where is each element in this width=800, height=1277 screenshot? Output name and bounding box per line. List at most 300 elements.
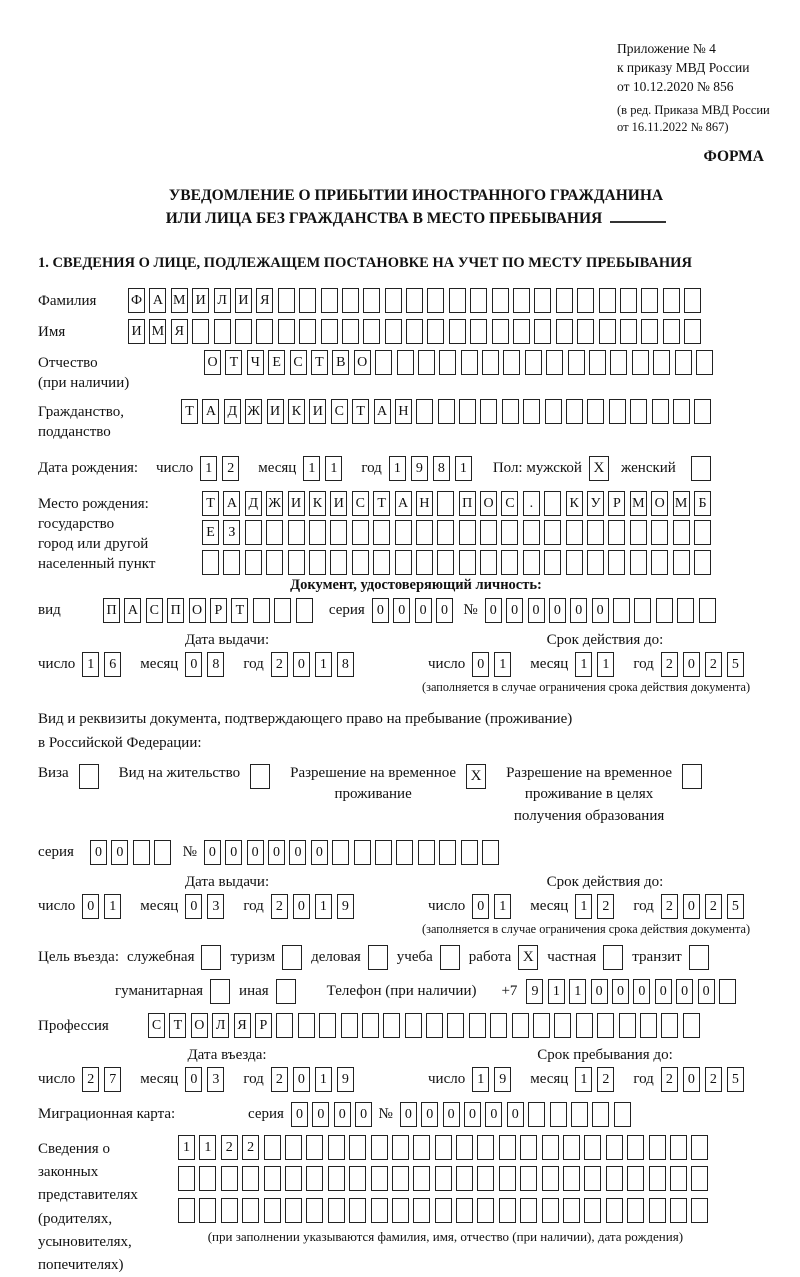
char-cell[interactable] bbox=[438, 399, 455, 424]
char-cell[interactable] bbox=[385, 288, 402, 313]
char-cell[interactable] bbox=[221, 1166, 238, 1191]
char-cell[interactable]: О bbox=[191, 1013, 208, 1038]
char-cell[interactable]: 2 bbox=[661, 894, 678, 919]
char-cell[interactable]: 0 bbox=[312, 1102, 329, 1127]
work-checkbox[interactable]: X bbox=[518, 945, 538, 970]
char-cell[interactable]: 0 bbox=[655, 979, 672, 1004]
char-cell[interactable] bbox=[513, 319, 530, 344]
char-cell[interactable] bbox=[691, 1135, 708, 1160]
char-cell[interactable]: М bbox=[149, 319, 166, 344]
char-cell[interactable]: О bbox=[354, 350, 371, 375]
char-cell[interactable] bbox=[653, 350, 670, 375]
visa-checkbox[interactable] bbox=[79, 764, 99, 789]
char-cell[interactable] bbox=[640, 1013, 657, 1038]
char-cell[interactable] bbox=[571, 1102, 588, 1127]
char-cell[interactable] bbox=[501, 550, 518, 575]
char-cell[interactable] bbox=[546, 350, 563, 375]
char-cell[interactable] bbox=[264, 1135, 281, 1160]
char-cell[interactable]: Р bbox=[210, 598, 227, 623]
char-cell[interactable] bbox=[306, 1166, 323, 1191]
char-cell[interactable]: 2 bbox=[705, 1067, 722, 1092]
char-cell[interactable] bbox=[542, 1135, 559, 1160]
char-cell[interactable]: 1 bbox=[178, 1135, 195, 1160]
char-cell[interactable]: Ж bbox=[245, 399, 262, 424]
char-cell[interactable]: 2 bbox=[661, 652, 678, 677]
char-cell[interactable]: 0 bbox=[225, 840, 242, 865]
char-cell[interactable] bbox=[405, 1013, 422, 1038]
char-cell[interactable] bbox=[328, 1135, 345, 1160]
char-cell[interactable] bbox=[371, 1166, 388, 1191]
char-cell[interactable] bbox=[652, 399, 669, 424]
char-cell[interactable] bbox=[502, 399, 519, 424]
char-cell[interactable] bbox=[264, 1166, 281, 1191]
char-cell[interactable] bbox=[614, 1102, 631, 1127]
char-cell[interactable]: З bbox=[223, 520, 240, 545]
char-cell[interactable] bbox=[699, 598, 716, 623]
char-cell[interactable] bbox=[566, 399, 583, 424]
char-cell[interactable]: 0 bbox=[472, 652, 489, 677]
char-cell[interactable] bbox=[620, 288, 637, 313]
char-cell[interactable]: Т bbox=[373, 491, 390, 516]
char-cell[interactable] bbox=[584, 1135, 601, 1160]
char-cell[interactable] bbox=[627, 1166, 644, 1191]
char-cell[interactable]: М bbox=[630, 491, 647, 516]
char-cell[interactable] bbox=[480, 550, 497, 575]
char-cell[interactable] bbox=[589, 350, 606, 375]
char-cell[interactable] bbox=[556, 319, 573, 344]
char-cell[interactable] bbox=[634, 598, 651, 623]
char-cell[interactable] bbox=[427, 288, 444, 313]
business-checkbox[interactable] bbox=[368, 945, 388, 970]
char-cell[interactable]: Я bbox=[256, 288, 273, 313]
tourism-checkbox[interactable] bbox=[282, 945, 302, 970]
char-cell[interactable]: 7 bbox=[104, 1067, 121, 1092]
char-cell[interactable]: 1 bbox=[315, 894, 332, 919]
char-cell[interactable]: 0 bbox=[683, 894, 700, 919]
char-cell[interactable]: Ч bbox=[247, 350, 264, 375]
char-cell[interactable] bbox=[435, 1166, 452, 1191]
char-cell[interactable]: Б bbox=[694, 491, 711, 516]
char-cell[interactable]: 1 bbox=[200, 456, 217, 481]
char-cell[interactable]: 0 bbox=[676, 979, 693, 1004]
char-cell[interactable] bbox=[342, 319, 359, 344]
char-cell[interactable] bbox=[613, 598, 630, 623]
char-cell[interactable] bbox=[309, 550, 326, 575]
char-cell[interactable]: 0 bbox=[311, 840, 328, 865]
char-cell[interactable]: К bbox=[566, 491, 583, 516]
char-cell[interactable]: 0 bbox=[443, 1102, 460, 1127]
char-cell[interactable] bbox=[482, 350, 499, 375]
char-cell[interactable] bbox=[330, 550, 347, 575]
char-cell[interactable] bbox=[278, 319, 295, 344]
char-cell[interactable] bbox=[253, 598, 270, 623]
char-cell[interactable] bbox=[545, 399, 562, 424]
char-cell[interactable]: 1 bbox=[575, 1067, 592, 1092]
char-cell[interactable] bbox=[661, 1013, 678, 1038]
char-cell[interactable]: 2 bbox=[705, 894, 722, 919]
char-cell[interactable] bbox=[285, 1166, 302, 1191]
char-cell[interactable]: . bbox=[523, 491, 540, 516]
char-cell[interactable]: 0 bbox=[334, 1102, 351, 1127]
char-cell[interactable]: 0 bbox=[592, 598, 609, 623]
char-cell[interactable]: 2 bbox=[271, 894, 288, 919]
char-cell[interactable]: 1 bbox=[325, 456, 342, 481]
char-cell[interactable] bbox=[627, 1198, 644, 1223]
char-cell[interactable] bbox=[651, 520, 668, 545]
char-cell[interactable]: 2 bbox=[82, 1067, 99, 1092]
char-cell[interactable] bbox=[599, 319, 616, 344]
char-cell[interactable]: 0 bbox=[485, 1102, 502, 1127]
char-cell[interactable] bbox=[587, 550, 604, 575]
char-cell[interactable] bbox=[256, 319, 273, 344]
char-cell[interactable]: И bbox=[288, 491, 305, 516]
char-cell[interactable] bbox=[178, 1198, 195, 1223]
char-cell[interactable] bbox=[133, 840, 150, 865]
char-cell[interactable]: Т bbox=[225, 350, 242, 375]
char-cell[interactable]: 2 bbox=[271, 652, 288, 677]
char-cell[interactable]: 1 bbox=[575, 894, 592, 919]
char-cell[interactable] bbox=[544, 520, 561, 545]
char-cell[interactable] bbox=[469, 1013, 486, 1038]
char-cell[interactable]: Л bbox=[214, 288, 231, 313]
char-cell[interactable]: 0 bbox=[355, 1102, 372, 1127]
char-cell[interactable] bbox=[223, 550, 240, 575]
char-cell[interactable] bbox=[383, 1013, 400, 1038]
char-cell[interactable] bbox=[673, 520, 690, 545]
char-cell[interactable]: 0 bbox=[612, 979, 629, 1004]
char-cell[interactable]: С bbox=[501, 491, 518, 516]
char-cell[interactable] bbox=[592, 1102, 609, 1127]
char-cell[interactable] bbox=[691, 1198, 708, 1223]
study-checkbox[interactable] bbox=[440, 945, 460, 970]
char-cell[interactable] bbox=[266, 520, 283, 545]
char-cell[interactable] bbox=[439, 350, 456, 375]
char-cell[interactable] bbox=[630, 550, 647, 575]
char-cell[interactable] bbox=[437, 491, 454, 516]
char-cell[interactable] bbox=[349, 1135, 366, 1160]
char-cell[interactable] bbox=[649, 1135, 666, 1160]
char-cell[interactable]: 5 bbox=[727, 894, 744, 919]
char-cell[interactable]: А bbox=[395, 491, 412, 516]
char-cell[interactable]: 0 bbox=[289, 840, 306, 865]
char-cell[interactable]: 0 bbox=[472, 894, 489, 919]
char-cell[interactable] bbox=[459, 399, 476, 424]
char-cell[interactable] bbox=[520, 1166, 537, 1191]
char-cell[interactable] bbox=[178, 1166, 195, 1191]
char-cell[interactable] bbox=[202, 550, 219, 575]
char-cell[interactable] bbox=[330, 520, 347, 545]
char-cell[interactable] bbox=[719, 979, 736, 1004]
char-cell[interactable]: Т bbox=[352, 399, 369, 424]
char-cell[interactable]: 0 bbox=[400, 1102, 417, 1127]
char-cell[interactable] bbox=[627, 1135, 644, 1160]
other-checkbox[interactable] bbox=[276, 979, 296, 1004]
char-cell[interactable]: 0 bbox=[185, 1067, 202, 1092]
char-cell[interactable] bbox=[513, 288, 530, 313]
char-cell[interactable] bbox=[363, 288, 380, 313]
char-cell[interactable] bbox=[599, 288, 616, 313]
char-cell[interactable]: 9 bbox=[337, 1067, 354, 1092]
official-checkbox[interactable] bbox=[201, 945, 221, 970]
char-cell[interactable]: 0 bbox=[204, 840, 221, 865]
char-cell[interactable] bbox=[406, 288, 423, 313]
char-cell[interactable] bbox=[427, 319, 444, 344]
char-cell[interactable]: Я bbox=[234, 1013, 251, 1038]
char-cell[interactable] bbox=[649, 1198, 666, 1223]
char-cell[interactable]: 2 bbox=[242, 1135, 259, 1160]
char-cell[interactable]: Т bbox=[311, 350, 328, 375]
char-cell[interactable] bbox=[470, 288, 487, 313]
char-cell[interactable] bbox=[675, 350, 692, 375]
char-cell[interactable]: 1 bbox=[315, 1067, 332, 1092]
char-cell[interactable] bbox=[563, 1135, 580, 1160]
char-cell[interactable]: 1 bbox=[575, 652, 592, 677]
char-cell[interactable] bbox=[199, 1166, 216, 1191]
char-cell[interactable]: Д bbox=[245, 491, 262, 516]
char-cell[interactable]: 0 bbox=[293, 894, 310, 919]
char-cell[interactable] bbox=[456, 1166, 473, 1191]
char-cell[interactable]: 1 bbox=[389, 456, 406, 481]
char-cell[interactable]: 8 bbox=[337, 652, 354, 677]
char-cell[interactable] bbox=[461, 350, 478, 375]
char-cell[interactable]: 0 bbox=[464, 1102, 481, 1127]
char-cell[interactable]: 0 bbox=[372, 598, 389, 623]
char-cell[interactable]: М bbox=[171, 288, 188, 313]
char-cell[interactable] bbox=[309, 520, 326, 545]
char-cell[interactable] bbox=[641, 319, 658, 344]
char-cell[interactable]: 8 bbox=[207, 652, 224, 677]
char-cell[interactable] bbox=[656, 598, 673, 623]
char-cell[interactable]: Т bbox=[231, 598, 248, 623]
char-cell[interactable]: 0 bbox=[415, 598, 432, 623]
char-cell[interactable]: 6 bbox=[104, 652, 121, 677]
char-cell[interactable] bbox=[477, 1166, 494, 1191]
char-cell[interactable] bbox=[456, 1135, 473, 1160]
char-cell[interactable] bbox=[641, 288, 658, 313]
char-cell[interactable] bbox=[341, 1013, 358, 1038]
char-cell[interactable]: Е bbox=[268, 350, 285, 375]
char-cell[interactable] bbox=[670, 1198, 687, 1223]
char-cell[interactable]: А bbox=[149, 288, 166, 313]
char-cell[interactable]: 1 bbox=[569, 979, 586, 1004]
char-cell[interactable]: 1 bbox=[303, 456, 320, 481]
char-cell[interactable] bbox=[395, 550, 412, 575]
char-cell[interactable]: 2 bbox=[661, 1067, 678, 1092]
char-cell[interactable]: И bbox=[235, 288, 252, 313]
char-cell[interactable] bbox=[542, 1198, 559, 1223]
char-cell[interactable] bbox=[566, 550, 583, 575]
char-cell[interactable]: О bbox=[651, 491, 668, 516]
transit-checkbox[interactable] bbox=[689, 945, 709, 970]
char-cell[interactable] bbox=[490, 1013, 507, 1038]
char-cell[interactable]: 3 bbox=[207, 894, 224, 919]
char-cell[interactable]: Н bbox=[395, 399, 412, 424]
char-cell[interactable] bbox=[371, 1198, 388, 1223]
char-cell[interactable] bbox=[328, 1198, 345, 1223]
char-cell[interactable] bbox=[520, 1198, 537, 1223]
char-cell[interactable] bbox=[299, 319, 316, 344]
char-cell[interactable] bbox=[397, 350, 414, 375]
char-cell[interactable] bbox=[566, 520, 583, 545]
char-cell[interactable] bbox=[456, 1198, 473, 1223]
char-cell[interactable] bbox=[242, 1166, 259, 1191]
char-cell[interactable] bbox=[684, 319, 701, 344]
char-cell[interactable]: 5 bbox=[727, 652, 744, 677]
char-cell[interactable]: И bbox=[330, 491, 347, 516]
char-cell[interactable] bbox=[673, 399, 690, 424]
char-cell[interactable] bbox=[416, 550, 433, 575]
char-cell[interactable] bbox=[499, 1135, 516, 1160]
char-cell[interactable] bbox=[523, 550, 540, 575]
char-cell[interactable] bbox=[447, 1013, 464, 1038]
char-cell[interactable] bbox=[694, 399, 711, 424]
char-cell[interactable] bbox=[342, 288, 359, 313]
char-cell[interactable] bbox=[694, 550, 711, 575]
char-cell[interactable] bbox=[477, 1198, 494, 1223]
char-cell[interactable]: У bbox=[587, 491, 604, 516]
char-cell[interactable]: 0 bbox=[683, 652, 700, 677]
char-cell[interactable] bbox=[534, 288, 551, 313]
char-cell[interactable]: Е bbox=[202, 520, 219, 545]
char-cell[interactable] bbox=[556, 288, 573, 313]
char-cell[interactable]: 1 bbox=[82, 652, 99, 677]
char-cell[interactable]: 0 bbox=[185, 652, 202, 677]
sex-female-checkbox[interactable] bbox=[691, 456, 711, 481]
char-cell[interactable] bbox=[214, 319, 231, 344]
char-cell[interactable] bbox=[375, 840, 392, 865]
char-cell[interactable] bbox=[319, 1013, 336, 1038]
char-cell[interactable] bbox=[608, 520, 625, 545]
char-cell[interactable] bbox=[362, 1013, 379, 1038]
char-cell[interactable]: 0 bbox=[293, 1067, 310, 1092]
char-cell[interactable] bbox=[352, 520, 369, 545]
char-cell[interactable] bbox=[235, 319, 252, 344]
char-cell[interactable] bbox=[449, 288, 466, 313]
char-cell[interactable]: 1 bbox=[455, 456, 472, 481]
char-cell[interactable] bbox=[199, 1198, 216, 1223]
char-cell[interactable]: 3 bbox=[207, 1067, 224, 1092]
private-checkbox[interactable] bbox=[603, 945, 623, 970]
char-cell[interactable]: И bbox=[192, 288, 209, 313]
humanitarian-checkbox[interactable] bbox=[210, 979, 230, 1004]
char-cell[interactable] bbox=[608, 550, 625, 575]
char-cell[interactable]: 2 bbox=[222, 456, 239, 481]
char-cell[interactable]: Р bbox=[255, 1013, 272, 1038]
char-cell[interactable] bbox=[371, 1135, 388, 1160]
temporary-residence-education-checkbox[interactable] bbox=[682, 764, 702, 789]
temporary-residence-permit-checkbox[interactable]: X bbox=[466, 764, 486, 789]
char-cell[interactable]: 0 bbox=[421, 1102, 438, 1127]
char-cell[interactable] bbox=[470, 319, 487, 344]
char-cell[interactable] bbox=[385, 319, 402, 344]
char-cell[interactable] bbox=[321, 319, 338, 344]
char-cell[interactable]: Р bbox=[608, 491, 625, 516]
char-cell[interactable] bbox=[321, 288, 338, 313]
char-cell[interactable]: Т bbox=[181, 399, 198, 424]
char-cell[interactable] bbox=[480, 399, 497, 424]
char-cell[interactable]: 1 bbox=[199, 1135, 216, 1160]
char-cell[interactable] bbox=[299, 288, 316, 313]
char-cell[interactable] bbox=[663, 319, 680, 344]
char-cell[interactable]: 1 bbox=[104, 894, 121, 919]
char-cell[interactable]: С bbox=[148, 1013, 165, 1038]
char-cell[interactable] bbox=[492, 288, 509, 313]
char-cell[interactable]: А bbox=[124, 598, 141, 623]
char-cell[interactable]: 8 bbox=[433, 456, 450, 481]
char-cell[interactable] bbox=[606, 1135, 623, 1160]
char-cell[interactable] bbox=[278, 288, 295, 313]
char-cell[interactable] bbox=[459, 520, 476, 545]
char-cell[interactable] bbox=[630, 520, 647, 545]
char-cell[interactable]: 2 bbox=[271, 1067, 288, 1092]
char-cell[interactable] bbox=[192, 319, 209, 344]
char-cell[interactable]: 0 bbox=[698, 979, 715, 1004]
char-cell[interactable] bbox=[663, 288, 680, 313]
char-cell[interactable] bbox=[392, 1166, 409, 1191]
char-cell[interactable] bbox=[426, 1013, 443, 1038]
char-cell[interactable]: 9 bbox=[526, 979, 543, 1004]
char-cell[interactable] bbox=[684, 288, 701, 313]
char-cell[interactable] bbox=[332, 840, 349, 865]
char-cell[interactable] bbox=[373, 520, 390, 545]
char-cell[interactable] bbox=[610, 350, 627, 375]
char-cell[interactable]: 0 bbox=[633, 979, 650, 1004]
char-cell[interactable]: И bbox=[128, 319, 145, 344]
char-cell[interactable]: П bbox=[459, 491, 476, 516]
char-cell[interactable] bbox=[609, 399, 626, 424]
char-cell[interactable]: 0 bbox=[268, 840, 285, 865]
char-cell[interactable] bbox=[544, 491, 561, 516]
char-cell[interactable] bbox=[651, 550, 668, 575]
char-cell[interactable] bbox=[533, 1013, 550, 1038]
char-cell[interactable] bbox=[298, 1013, 315, 1038]
char-cell[interactable]: К bbox=[309, 491, 326, 516]
char-cell[interactable] bbox=[606, 1198, 623, 1223]
char-cell[interactable] bbox=[597, 1013, 614, 1038]
char-cell[interactable] bbox=[584, 1198, 601, 1223]
char-cell[interactable] bbox=[501, 520, 518, 545]
char-cell[interactable] bbox=[439, 840, 456, 865]
char-cell[interactable] bbox=[523, 399, 540, 424]
char-cell[interactable] bbox=[363, 319, 380, 344]
char-cell[interactable] bbox=[534, 319, 551, 344]
char-cell[interactable]: П bbox=[167, 598, 184, 623]
char-cell[interactable] bbox=[550, 1102, 567, 1127]
char-cell[interactable]: 0 bbox=[485, 598, 502, 623]
char-cell[interactable]: О bbox=[189, 598, 206, 623]
char-cell[interactable] bbox=[354, 840, 371, 865]
char-cell[interactable]: В bbox=[332, 350, 349, 375]
char-cell[interactable] bbox=[694, 520, 711, 545]
char-cell[interactable] bbox=[587, 520, 604, 545]
char-cell[interactable]: 0 bbox=[393, 598, 410, 623]
char-cell[interactable]: Л bbox=[212, 1013, 229, 1038]
char-cell[interactable] bbox=[288, 550, 305, 575]
char-cell[interactable] bbox=[544, 550, 561, 575]
char-cell[interactable] bbox=[632, 350, 649, 375]
char-cell[interactable]: 9 bbox=[337, 894, 354, 919]
char-cell[interactable] bbox=[406, 319, 423, 344]
char-cell[interactable] bbox=[542, 1166, 559, 1191]
char-cell[interactable]: 9 bbox=[411, 456, 428, 481]
char-cell[interactable] bbox=[373, 550, 390, 575]
char-cell[interactable] bbox=[673, 550, 690, 575]
char-cell[interactable] bbox=[435, 1135, 452, 1160]
char-cell[interactable] bbox=[619, 1013, 636, 1038]
char-cell[interactable]: 2 bbox=[705, 652, 722, 677]
char-cell[interactable]: А bbox=[223, 491, 240, 516]
char-cell[interactable] bbox=[670, 1166, 687, 1191]
